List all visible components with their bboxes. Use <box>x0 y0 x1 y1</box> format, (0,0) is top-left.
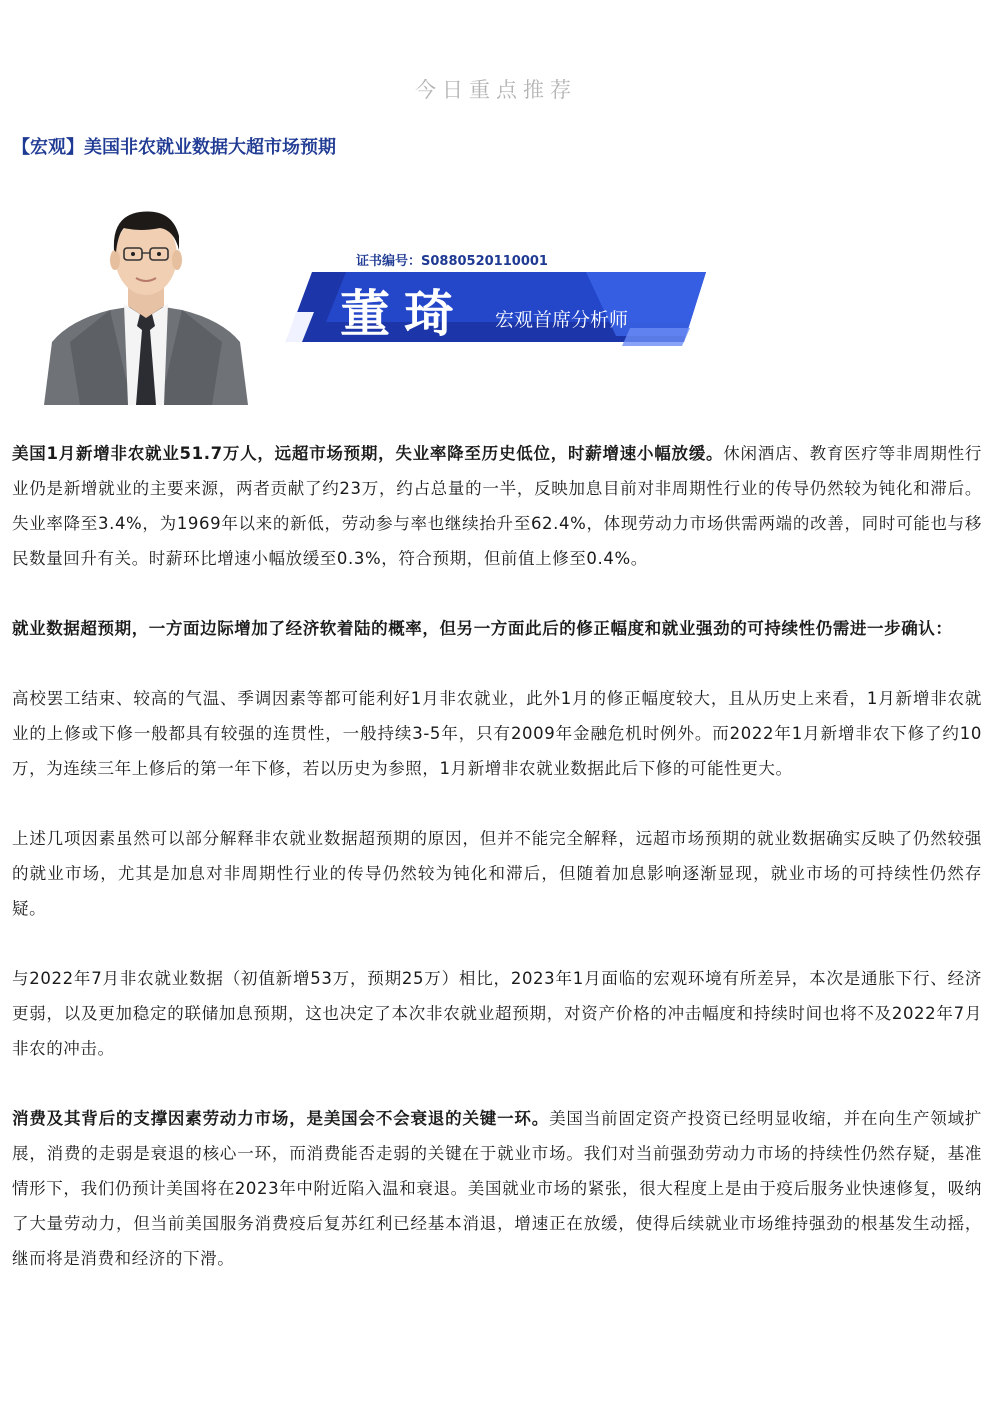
section-title: 【宏观】美国非农就业数据大超市场预期 <box>12 137 336 158</box>
article-body <box>12 436 982 1276</box>
paragraph-1-text: 休闲酒店、教育医疗等非周期性行业仍是新增就业的主要来源，两者贡献了约23万，约占总量的一半，反映加息目前对非周期性行业的传导仍然较为钝化和滞后。失业率降至3.4%，为1969年以来的新低，劳动参与率也继续抬升至62.4%，体现劳动力市场供需两端的改善，同时可能也与移民数量回升有关。时薪环比增速小幅放缓至0.3%，符合预期，但前值上修至0.4%。 <box>12 444 983 568</box>
paragraph-1-lead: 美国1月新增非农就业51.7万人，远超市场预期，失业率降至历史低位，时薪增速小幅放缓。 <box>12 444 724 463</box>
paragraph-6-lead: 消费及其背后的支撑因素劳动力市场，是美国会不会衰退的关键一环。 <box>12 1109 550 1128</box>
analyst-profile <box>40 192 720 407</box>
paragraph-2 <box>12 611 982 646</box>
paragraph-2-lead: 就业数据超预期，一方面边际增加了经济软着陆的概率，但另一方面此后的修正幅度和就业强劲的可持续性仍需进一步确认： <box>12 619 953 638</box>
paragraph-6-text: 美国当前固定资产投资已经明显收缩，并在向生产领域扩展，消费的走弱是衰退的核心一环，而消费能否走弱的关键在于就业市场。我们对当前强劲劳动力市场的持续性仍然存疑，基准情形下，我们仍预计美国将在2023年中附近陷入温和衰退。美国就业市场的紧张，很大程度上是由于疫后服务业快速修复，吸纳了大量劳动力，但当前美国服务消费疫后复苏红利已经基本消退，增速正在放缓，使得后续就业市场维持强劲的根基发生动摇，继而将是消费和经济的下滑。 <box>12 1109 983 1268</box>
analyst-photo <box>40 192 252 405</box>
analyst-role: 宏观首席分析师 <box>495 309 629 331</box>
paragraph-1 <box>12 436 982 576</box>
paragraph-5-text: 与2022年7月非农就业数据（初值新增53万，预期25万）相比，2023年1月面临的宏观环境有所差异，本次是通胀下行、经济更弱，以及更加稳定的联储加息预期，这也决定了本次非农就业超预期，对资产价格的冲击幅度和持续时间也将不及2022年7月非农的冲击。 <box>12 969 982 1058</box>
paragraph-3-text: 高校罢工结束、较高的气温、季调因素等都可能利好1月非农就业，此外1月的修正幅度较大，且从历史上来看，1月新增非农就业的上修或下修一般都具有较强的连贯性，一般持续3-5年，只有2009年金融危机时例外。而2022年1月新增非农下修了约10万，为连续三年上修后的第一年下修，若以历史为参照，1月新增非农就业数据此后下修的可能性更大。 <box>12 689 982 778</box>
page-header: 今日重点推荐 <box>415 78 577 102</box>
analyst-name: 董琦 <box>340 285 468 343</box>
certificate-number: 证书编号：S0880520110001 <box>356 254 548 269</box>
paragraph-5 <box>12 961 982 1066</box>
paragraph-4-text: 上述几项因素虽然可以部分解释非农就业数据超预期的原因，但并不能完全解释，远超市场预期的就业数据确实反映了仍然较强的就业市场，尤其是加息对非周期性行业的传导仍然较为钝化和滞后，但随着加息影响逐渐显现，就业市场的可持续性仍然存疑。 <box>12 829 982 918</box>
paragraph-3 <box>12 681 982 786</box>
paragraph-4 <box>12 821 982 926</box>
paragraph-6 <box>12 1101 982 1276</box>
